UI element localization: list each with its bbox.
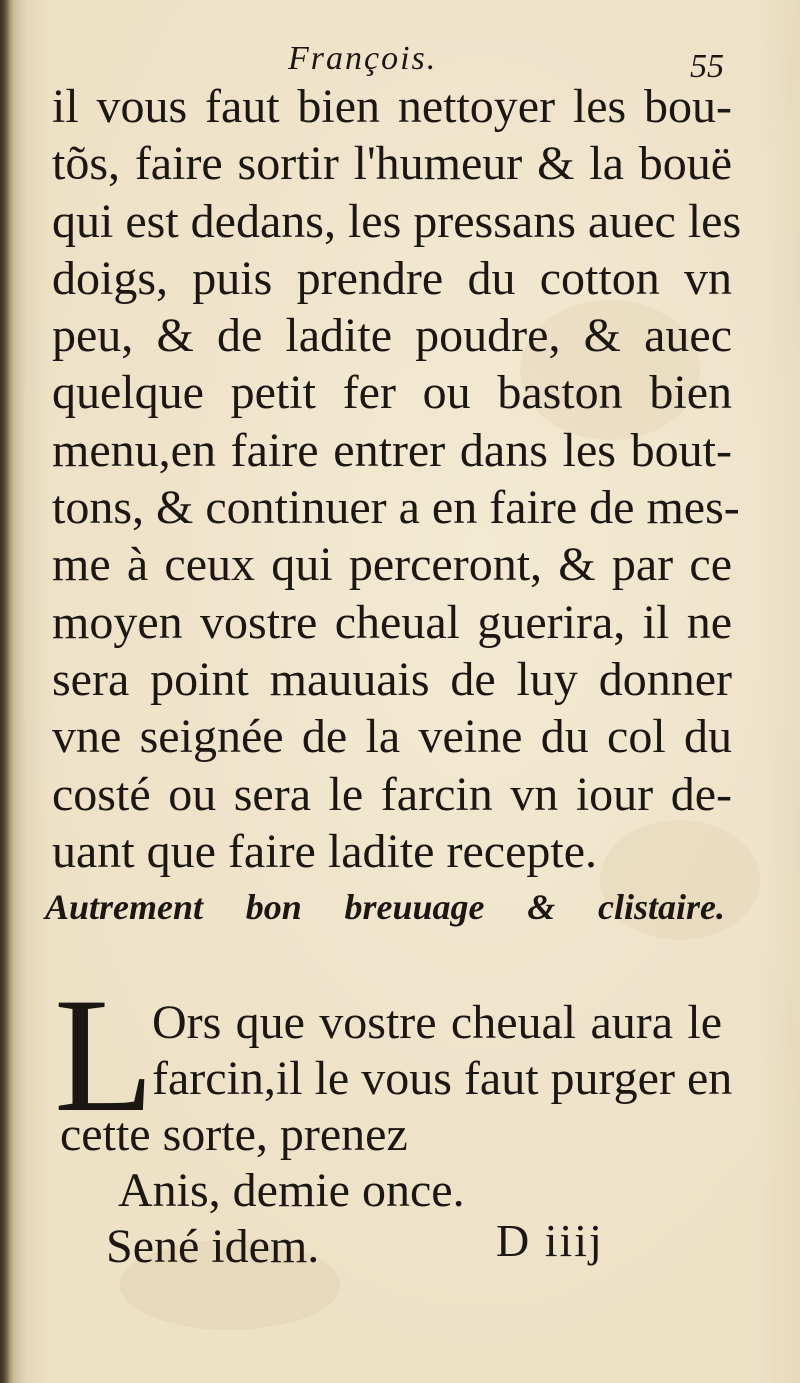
text-line: doigs, puis prendre du cotton vn — [52, 251, 732, 305]
running-head: François. — [288, 40, 438, 77]
text-line: il vous faut bien nettoyer les bou- — [52, 80, 732, 133]
text-line: uant que faire ladite recepte. — [52, 824, 598, 878]
text-line: cette sorte, prenez — [60, 1108, 408, 1161]
section-title: Autrement bon breuuage & clistaire. — [45, 887, 725, 927]
text-line: tõs, faire sortir l'humeur & la bouë — [52, 137, 732, 191]
signature-mark: D iiij — [496, 1215, 604, 1266]
text-line: tons, & continuer a en faire de mes- — [52, 481, 740, 535]
text-line: qui est dedans, les pressans auec les — [52, 194, 742, 248]
recipe-line: Sené idem. — [106, 1220, 320, 1273]
text-line: quelque petit fer ou baston bien — [52, 366, 732, 420]
text-line: Ors que vostre cheual aura le — [152, 996, 722, 1049]
text-line: peu, & de ladite poudre, & auec — [52, 309, 732, 363]
text-line: vne seignée de la veine du col du — [52, 710, 732, 764]
text-line: moyen vostre cheual guerira, il ne — [52, 595, 732, 649]
drop-cap: L — [54, 965, 155, 1146]
paragraph-1 — [52, 78, 742, 880]
gutter-shadow — [0, 0, 10, 1383]
text-line: menu,en faire entrer dans les bout- — [52, 423, 732, 477]
text-line: costé ou sera le farcin vn iour de- — [52, 767, 732, 821]
text-line: farcin,il le vous faut purger en — [152, 1052, 733, 1105]
text-line: sera point mauuais de luy donner — [52, 652, 732, 706]
recipe-line: Anis, demie once. — [118, 1164, 465, 1217]
text-line: me à ceux qui perceront, & par ce — [52, 538, 732, 592]
page-number: 55 — [690, 48, 724, 85]
